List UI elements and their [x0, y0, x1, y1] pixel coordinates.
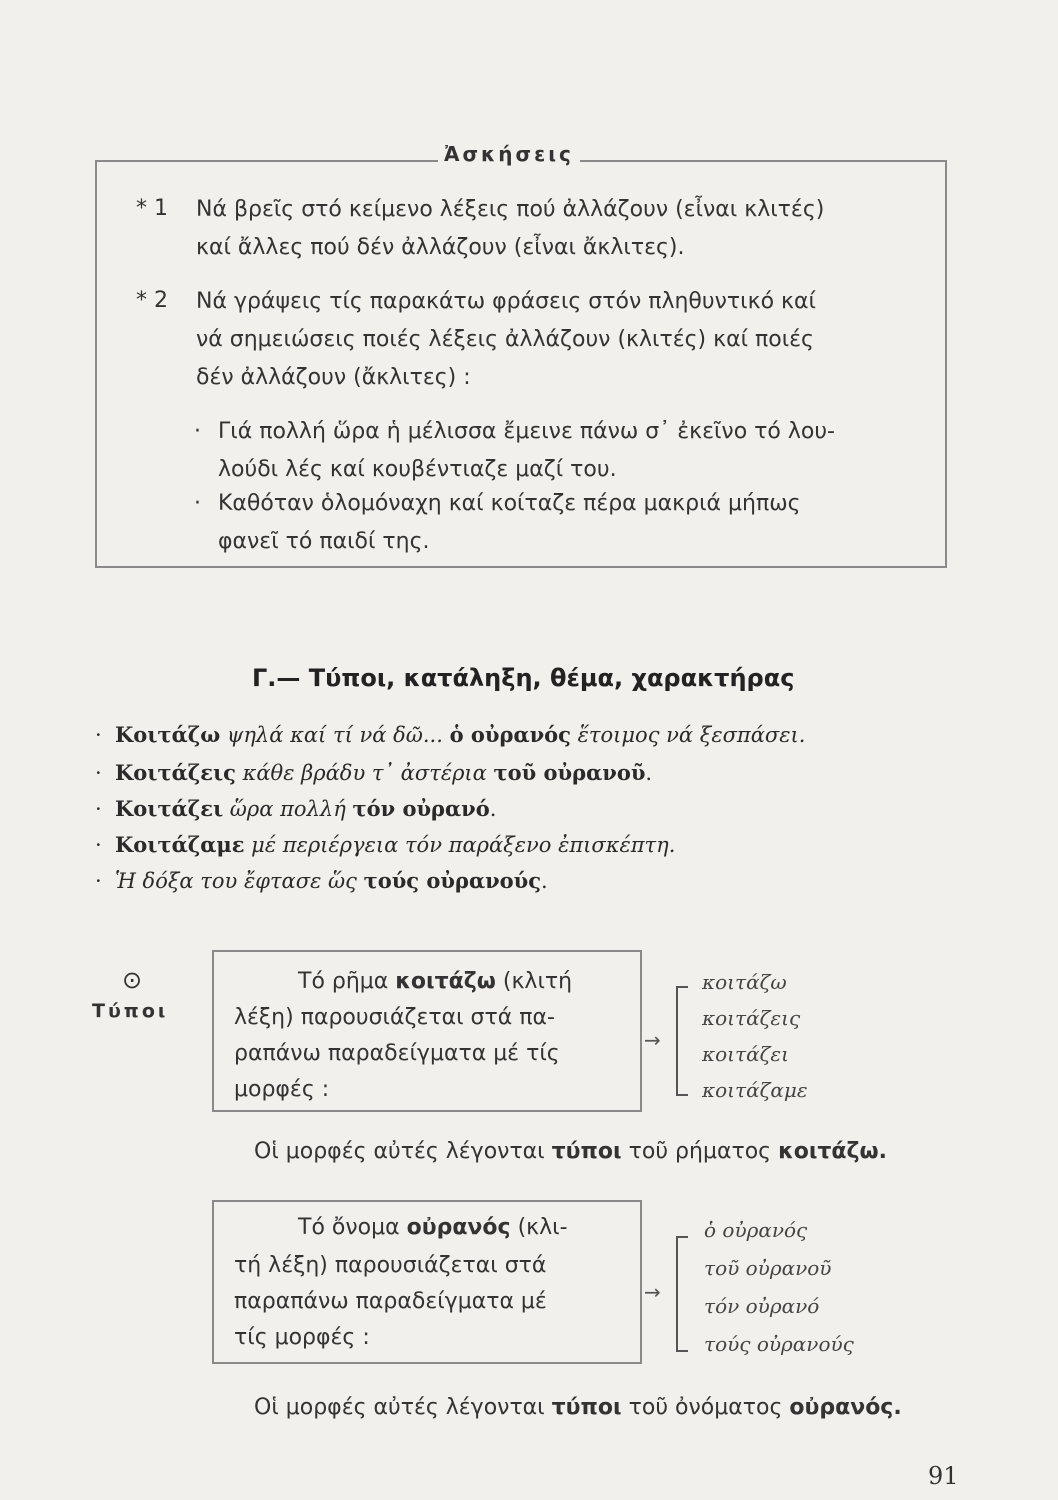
example-punct: . — [489, 797, 497, 821]
noun-box-text: Τό ὄνομα — [298, 1215, 407, 1240]
bullet-dot: · — [95, 869, 102, 893]
exercises-title: Ἀσκήσεις — [438, 142, 580, 166]
bullet-2-line-1: Καθόταν ὁλομόναχη καί κοίταζε πέρα μακριά μήπως — [218, 491, 801, 516]
noun-form: ὁ οὐρανός — [704, 1218, 808, 1242]
exercise-2-line-3: δέν ἀλλάζουν (ἄκλιτες) : — [196, 365, 471, 390]
example-italic: Ἡ δόξα του ἔφτασε ὥς — [115, 869, 364, 893]
verb-form: κοιτάζω — [702, 970, 787, 994]
target-icon: ⊙ — [122, 966, 143, 994]
bullet-dot: · — [194, 491, 201, 516]
verb-box-text: Τό ρῆμα — [298, 969, 396, 994]
bullet-dot: · — [95, 833, 102, 857]
example-bold: τόν οὐρανό — [352, 796, 490, 821]
summary-text: τοῦ ρήματος — [621, 1139, 779, 1164]
exercise-1-line-1: Νά βρεῖς στό κείμενο λέξεις πού ἀλλάζουν (εἶναι κλιτές) — [196, 197, 825, 222]
example-italic: ψηλά καί τί νά δῶ... — [220, 723, 450, 747]
bullet-2-line-2: φανεῖ τό παιδί της. — [218, 529, 430, 554]
bullet-dot: · — [95, 797, 102, 821]
example-bold: Κοιτάζεις — [115, 760, 236, 785]
noun-form: τόν οὐρανό — [704, 1294, 820, 1318]
summary-bold: οὐρανός. — [789, 1395, 902, 1420]
page-number: 91 — [928, 1462, 959, 1490]
exercise-2-line-1: Νά γράψεις τίς παρακάτω φράσεις στόν πληθυντικό καί — [196, 289, 816, 314]
example-bold: τούς οὐρανούς — [363, 868, 542, 893]
example-punct: . — [645, 761, 653, 785]
verb-box-text: (κλιτή — [495, 969, 573, 994]
example-italic: κάθε βράδυ τ᾽ ἀστέρια — [235, 761, 494, 785]
example-line — [95, 832, 675, 857]
verb-form: κοιτάζει — [702, 1042, 789, 1066]
bullet-dot: · — [95, 761, 102, 785]
bracket — [676, 1236, 688, 1352]
verb-form: κοιτάζαμε — [702, 1078, 808, 1102]
verb-box-line-3: ραπάνω παραδείγματα μέ τίς — [234, 1041, 560, 1066]
example-italic: ὥρα πολλή — [223, 797, 353, 821]
example-bold: τοῦ οὐρανοῦ — [493, 760, 646, 785]
verb-box-bold: κοιτάζω — [395, 969, 496, 994]
noun-box-text: (κλι- — [510, 1215, 568, 1240]
noun-box-line-4: τίς μορφές : — [234, 1325, 370, 1350]
bullet-dot: · — [194, 419, 201, 444]
example-italic: ἕτοιμος νά ξεσπάσει. — [570, 723, 806, 747]
verb-form: κοιτάζεις — [702, 1006, 801, 1030]
arrow-icon: → — [644, 1028, 661, 1052]
verb-box-line-4: μορφές : — [234, 1077, 330, 1102]
example-italic: μέ περιέργεια τόν παράξενο ἐπισκέπτη. — [244, 833, 676, 857]
summary-bold: τύποι — [551, 1395, 622, 1420]
summary-text: Οἱ μορφές αὐτές λέγονται — [254, 1139, 552, 1164]
example-bold: Κοιτάζει — [115, 796, 224, 821]
example-punct: . — [541, 869, 548, 893]
exercise-2-marker: * 2 — [136, 288, 168, 313]
noun-box-line-2: τή λέξη) παρουσιάζεται στά — [234, 1253, 547, 1278]
summary-bold: τύποι — [551, 1139, 622, 1164]
noun-box-line-1 — [298, 1208, 568, 1248]
verb-box-line-2: λέξη) παρουσιάζεται στά πα- — [234, 1005, 555, 1030]
example-line — [95, 796, 496, 821]
example-line — [95, 760, 652, 785]
example-line — [95, 868, 548, 893]
noun-summary — [254, 1388, 902, 1428]
bracket — [676, 986, 688, 1096]
bullet-1-line-1: Γιά πολλή ὥρα ἡ μέλισσα ἔμεινε πάνω σ᾽ ἐκεῖνο τό λου- — [218, 419, 835, 444]
arrow-icon: → — [644, 1280, 661, 1304]
exercise-1-line-2: καί ἄλλες πού δέν ἀλλάζουν (εἶναι ἄκλιτες). — [196, 235, 685, 260]
noun-box-bold: οὐρανός — [406, 1215, 511, 1240]
verb-summary — [254, 1132, 887, 1172]
verb-box-line-1 — [298, 962, 572, 1002]
example-bold: ὁ οὐρανός — [449, 722, 571, 747]
summary-bold: κοιτάζω. — [778, 1139, 888, 1164]
exercise-1-marker: * 1 — [136, 196, 168, 221]
noun-box-line-3: παραπάνω παραδείγματα μέ — [234, 1289, 547, 1314]
example-bold: Κοιτάζω — [115, 722, 221, 747]
example-line — [95, 722, 805, 747]
example-bold: Κοιτάζαμε — [115, 832, 245, 857]
section-title: Γ.— Τύποι, κατάληξη, θέμα, χαρακτήρας — [252, 664, 795, 692]
bullet-1-line-2: λούδι λές καί κουβέντιαζε μαζί του. — [218, 457, 617, 482]
noun-form: τοῦ οὐρανοῦ — [704, 1256, 832, 1280]
summary-text: τοῦ ὀνόματος — [621, 1395, 790, 1420]
side-label: Τύποι — [92, 1000, 169, 1022]
exercise-2-line-2: νά σημειώσεις ποιές λέξεις ἀλλάζουν (κλιτές) καί ποιές — [196, 327, 814, 352]
bullet-dot: · — [95, 723, 102, 747]
noun-form: τούς οὐρανούς — [704, 1332, 854, 1356]
summary-text: Οἱ μορφές αὐτές λέγονται — [254, 1395, 552, 1420]
